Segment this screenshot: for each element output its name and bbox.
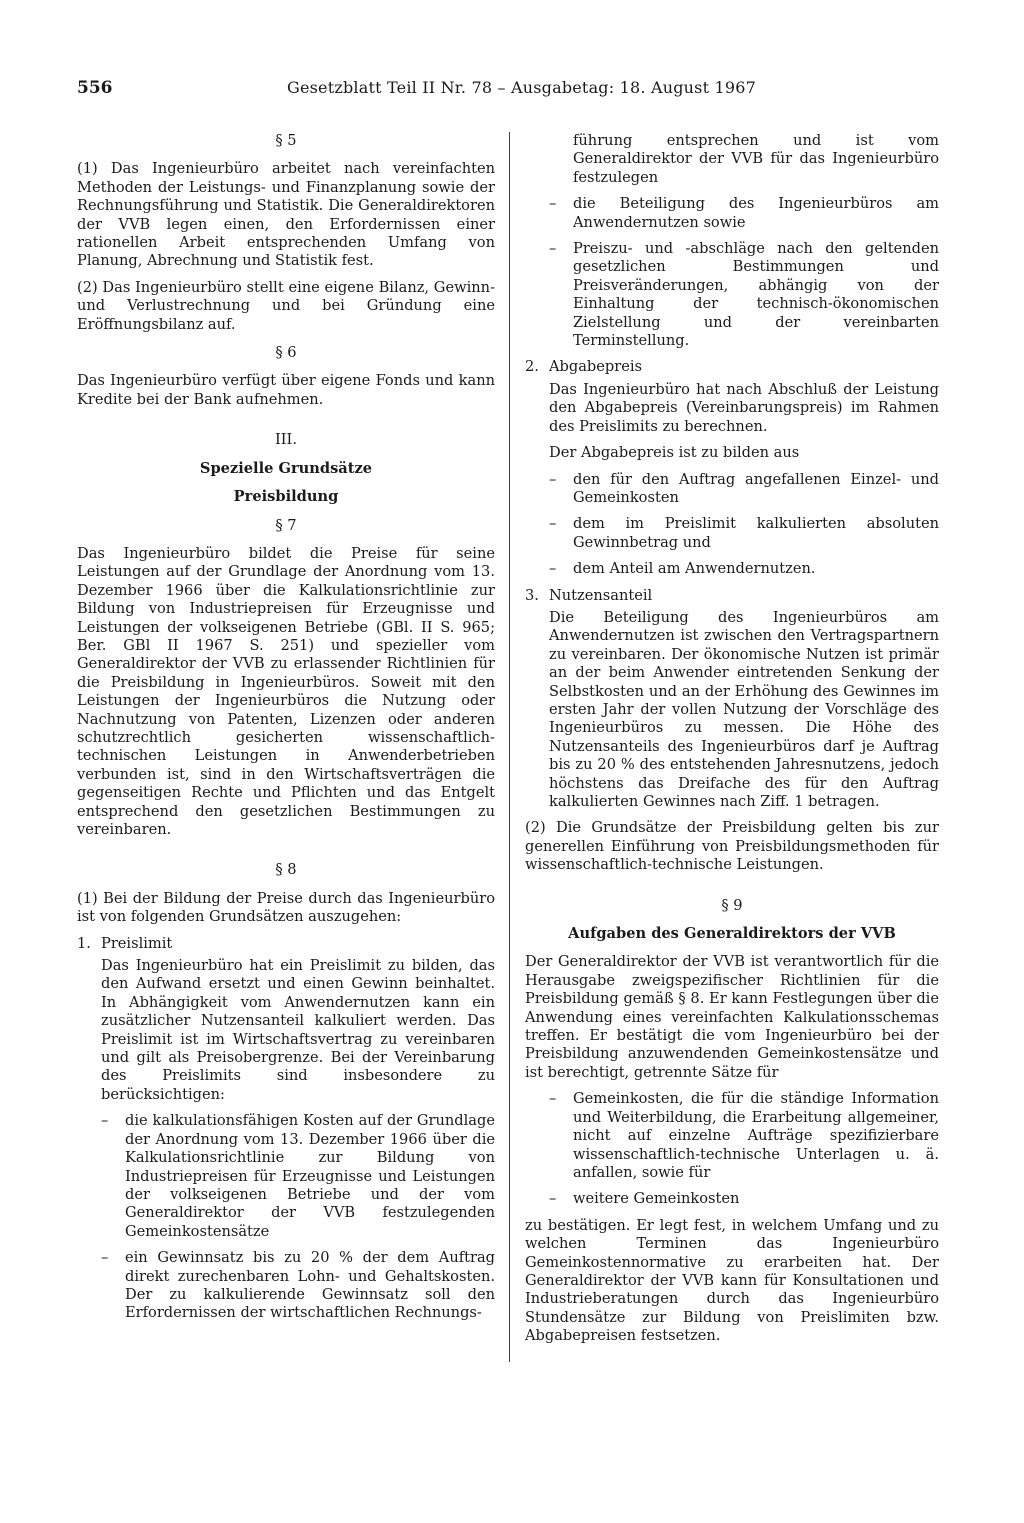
dash-item-text: Preiszu- und -abschläge nach den geltenden gesetzlichen Bestimmungen und Preisveränderungen, abhängig von der Einhaltung der technisch-ökonomischen Zielstellung und der vereinbarten Terminstellung. [573,240,939,350]
section-9-title: Aufgaben des Generaldirektors der VVB [568,925,896,943]
list-item-title: Nutzensanteil [549,586,653,604]
list-item-2-text: Das Ingenieurbüro hat nach Abschluß der Leistung den Abgabepreis (Vereinbarungspreis) im Rahmen des Preislimits zu berechnen. [549,380,939,435]
section-9-paragraph-1: Der Generaldirektor der VVB ist verantwortlich für die Herausgabe zweigspezifischer Richtlinien für die Preisbildung gemäß § 8. Er kann Festlegungen über die Anwendung eines vereinfachten Kalkulationsschemas treffen. Er bestätigt die vom Ingenieurbüro bei der Preisbildung anzuwendenden Gemeinkostensätze und ist berechtigt, getrennte Sätze für [525,953,939,1081]
dash-item-text: die Beteiligung des Ingenieurbüros am Anwendernutzen sowie [573,195,939,231]
continued-dash-text [525,132,939,187]
page-number: 556 [77,78,113,98]
dash-item [77,1249,495,1323]
list-number: 3. [525,586,539,604]
dash-item-text: dem im Preislimit kalkulierten absoluten Gewinnbetrag und [573,515,939,551]
section-6-heading: § 6 [275,344,297,362]
part-title: Spezielle Grundsätze [199,459,373,477]
part-heading: III. [275,431,297,449]
list-item-1-text: Das Ingenieurbüro hat ein Preislimit zu bilden, das den Aufwand ersetzt und einen Gewinn beinhaltet. In Abhängigkeit vom Anwendernutzen kann ein zusätzlicher Nutzensanteil kalkuliert werden. Das Preislimit ist im Wirtschaftsvertrag zu vereinbaren und gilt als Preisobergrenze. Bei der Vereinbarung des Preislimits sind insbesondere zu berücksichtigen: [101,957,495,1103]
dash-item [525,1090,939,1182]
list-item-3 [525,587,939,605]
list-item-title: Abgabepreis [549,358,643,376]
page-title: Gesetzblatt Teil II Nr. 78 – Ausgabetag: 18. August 1967 [287,78,757,97]
section-9-paragraph-2: zu bestätigen. Er legt fest, in welchem Umfang und zu welchen Terminen das Ingenieurbüro Gemeinkostennormative zu erarbeiten hat. Der Generaldirektor der VVB kann für Konsultationen und Industrieberatungen durch das Ingenieurbüro Stundensätze zur Bildung von Preislimiten bzw. Abgabepreisen festsetzen. [525,1216,939,1345]
list-item-title: Preislimit [101,934,173,952]
dash-marker: – [549,470,557,488]
dash-item-text: dem Anteil am Anwendernutzen. [573,560,816,578]
section-7-heading: § 7 [275,516,297,534]
dash-marker: – [101,1249,109,1267]
dash-item [525,240,939,350]
left-column [77,132,495,1331]
section-6-paragraph: Das Ingenieurbüro verfügt über eigene Fonds und kann Kredite bei der Bank aufnehmen. [77,372,495,408]
section-8-heading: § 8 [275,861,297,879]
dash-marker: – [549,240,557,258]
dash-item [525,471,939,508]
dash-marker: – [549,1090,557,1108]
section-5-heading: § 5 [275,132,297,149]
sub-title: Preisbildung [233,488,339,506]
dash-marker: – [549,560,557,578]
list-number: 2. [525,358,539,376]
dash-item [525,195,939,232]
list-item-3-text: Die Beteiligung des Ingenieurbüros am Anwendernutzen ist zwischen den Vertragspartnern zu vereinbaren. Der ökonomische Nutzen ist primär an der beim Anwender eintretenden Senkung der Selbstkosten und an der Erhöhung des Gewinnes im ersten Jahr der vollen Nutzung der Vorschläge des Ingenieurbüros zu messen. Die Höhe des Nutzensanteils des Ingenieurbüros darf je Auftrag bis zu 20 % des entstehenden Jahresnutzens, jedoch höchstens das Dreifache des für den Auftrag kalkulierten Gewinnes nach Ziff. 1 betragen. [549,608,939,810]
dash-marker: – [549,515,557,533]
section-7-paragraph: Das Ingenieurbüro bildet die Preise für seine Leistungen auf der Grundlage der Anordnung vom 13. Dezember 1966 über die Kalkulationsrichtlinie zur Bildung von Industriepreisen für Erzeugnisse und Leistungen der volkseigenen Betriebe (GBl. II S. 965; Ber. GBl II 1967 S. 251) und spezieller vom Generaldirektor der VVB zu erlassender Richtlinien für die Preisbildung in Ingenieurbüros. Soweit mit den Leistungen der Ingenieurbüros die Nutzung oder Nachnutzung von Patenten, Lizenzen oder anderen schutzrechtlich gesicherten wissenschaftlich-technischen Leistungen in Anwenderbetrieben verbunden ist, sind in den Wirtschaftsverträgen die gegenseitigen Rechte und Pflichten und das Entgelt entsprechend den gesetzlichen Bestimmungen zu vereinbaren. [77,544,495,838]
dash-item [525,560,939,578]
dash-item [525,1190,939,1208]
dash-marker: – [549,1190,557,1208]
section-8-paragraph-1: (1) Bei der Bildung der Preise durch das Ingenieurbüro ist von folgenden Grundsätzen auszugehen: [77,889,495,926]
section-5-paragraph-1: (1) Das Ingenieurbüro arbeitet nach vereinfachten Methoden der Leistungs- und Finanzplanung sowie der Rechnungsführung und Statistik. Die Generaldirektoren der VVB legen einen, den Erfordernissen einer rationellen Arbeit entsprechenden Umfang von Planung, Abrechnung und Statistik fest. [77,160,495,270]
dash-item [525,515,939,552]
dash-item-text: Gemeinkosten, die für die ständige Information und Weiterbildung, die Erarbeitung allgemeiner, nicht auf einzelne Aufträge spezifizierbare wissenschaftlich-technische Unterlagen u. ä. anfallen, sowie für [573,1090,939,1181]
dash-marker: – [101,1112,109,1130]
dash-item-text: den für den Auftrag angefallenen Einzel- und Gemeinkosten [573,470,939,506]
dash-item [77,1112,495,1241]
right-column [525,132,939,1354]
list-item-2 [525,358,939,376]
column-divider [509,132,510,1362]
section-9-heading: § 9 [721,896,743,914]
section-5-paragraph-2: (2) Das Ingenieurbüro stellt eine eigene Bilanz, Gewinn- und Verlustrechnung und bei Gründung eine Eröffnungsbilanz auf. [77,278,495,333]
list-number: 1. [77,934,91,952]
dash-item-text: die kalkulationsfähigen Kosten auf der Grundlage der Anordnung vom 13. Dezember 1966 über die Kalkulationsrichtlinie zur Bildung von Industriepreisen für Erzeugnisse und Leistungen der volkseigenen Betriebe und der vom Generaldirektor der VVB festzulegenden Gemeinkostensätze [125,1112,495,1240]
dash-marker: – [549,195,557,213]
dash-item-text: ein Gewinnsatz bis zu 20 % der dem Auftrag direkt zurechenbaren Lohn- und Gehaltskosten. Der zu kalkulierende Gewinnsatz soll den Erfordernissen der wirtschaftlichen Rechnungs- [125,1249,495,1322]
list-item-2-text-2: Der Abgabepreis ist zu bilden aus [549,444,800,462]
section-8-paragraph-2: (2) Die Grundsätze der Preisbildung gelten bis zur generellen Einführung von Preisbildungsmethoden für wissenschaftlich-technische Leistungen. [525,819,939,874]
dash-item-text: weitere Gemeinkosten [573,1190,740,1208]
continued-text: führung entsprechen und ist vom Generaldirektor der VVB für das Ingenieurbüro festzulegen [573,132,939,186]
list-item-1 [77,935,495,953]
